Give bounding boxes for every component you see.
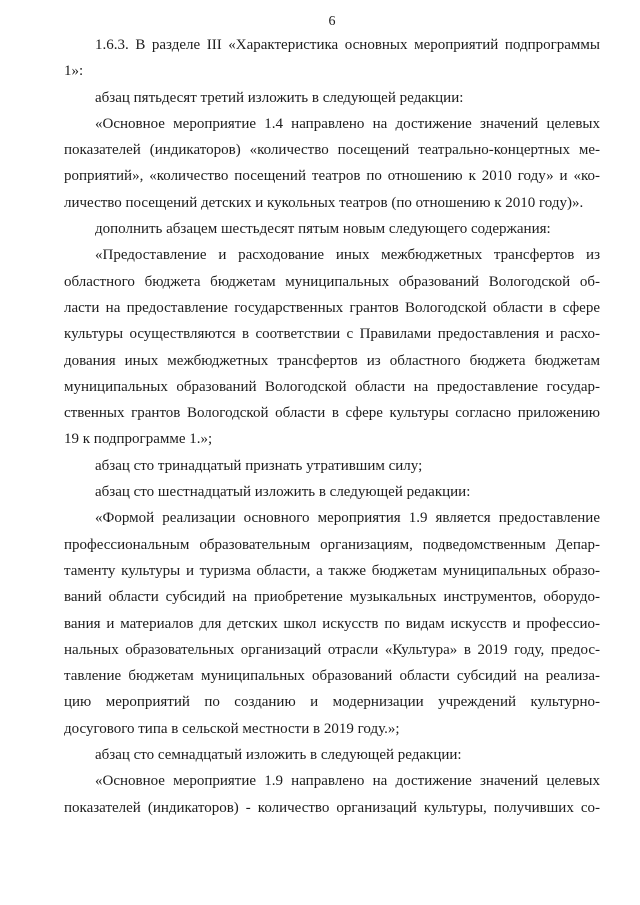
text-line: вания и материалов для детских школ искусств по видам искусств и профессио- <box>64 615 600 632</box>
text-line: досугового типа в сельской местности в 2019 году.»; <box>64 720 400 737</box>
text-line: абзац сто семнадцатый изложить в следующей редакции: <box>95 747 462 764</box>
paragraph <box>64 111 600 216</box>
paragraph <box>64 453 600 479</box>
paragraph <box>64 85 600 111</box>
text-line: таменту культуры и туризма области, а также бюджетам муниципальных образо- <box>64 562 600 579</box>
paragraph <box>64 768 600 821</box>
text-line: показателей (индикаторов) «количество посещений театрально-концертных ме- <box>64 142 600 159</box>
text-line: абзац пятьдесят третий изложить в следующей редакции: <box>95 89 464 106</box>
paragraph <box>64 742 600 768</box>
text-line: абзац сто шестнадцатый изложить в следующей редакции: <box>95 484 471 501</box>
paragraph <box>64 32 600 85</box>
text-line: абзац сто тринадцатый признать утратившим силу; <box>95 457 423 474</box>
paragraph <box>64 479 600 505</box>
text-line: роприятий», «количество посещений театров по отношению к 2010 году» и «ко- <box>64 168 600 185</box>
text-line: дополнить абзацем шестьдесят пятым новым следующего содержания: <box>95 221 551 238</box>
text-line: 19 к подпрограмме 1.»; <box>64 431 213 448</box>
text-line: 1.6.3. В разделе III «Характеристика основных мероприятий подпрограммы <box>95 37 600 53</box>
page-number: 6 <box>328 14 336 29</box>
text-line: показателей (индикаторов) - количество организаций культуры, получивших со- <box>64 799 600 816</box>
text-line: «Предоставление и расходование иных межбюджетных трансфертов из <box>95 247 600 264</box>
document-body <box>64 32 600 821</box>
text-line: «Основное мероприятие 1.9 направлено на достижение значений целевых <box>95 773 600 790</box>
text-line: дования иных межбюджетных трансфертов из областного бюджета бюджетам <box>64 352 600 369</box>
text-line: тавление бюджетам муниципальных образований области субсидий на реализа- <box>64 668 600 685</box>
text-line: личество посещений детских и кукольных театров (по отношению к 2010 году)». <box>64 194 584 211</box>
text-line: «Формой реализации основного мероприятия 1.9 является предоставление <box>95 510 600 527</box>
text-line: ласти на предоставление государственных грантов Вологодской области в сфере <box>64 299 600 316</box>
text-line: «Основное мероприятие 1.4 направлено на достижение значений целевых <box>95 115 600 132</box>
paragraph <box>64 505 600 742</box>
text-line: профессиональным образовательным организациям, подведомственным Депар- <box>64 536 600 553</box>
paragraph <box>64 216 600 242</box>
text-line: областного бюджета бюджетам муниципальных образований Вологодской об- <box>64 273 600 290</box>
text-line: ваний области субсидий на приобретение музыкальных инструментов, оборудо- <box>64 589 600 606</box>
text-line: муниципальных образований Вологодской области на предоставление государ- <box>64 378 600 395</box>
text-line: культуры осуществляются в соответствии с Правилами предоставления и расхо- <box>64 326 600 343</box>
text-line: 1»: <box>64 63 84 80</box>
text-line: цию мероприятий по созданию и модернизации учреждений культурно- <box>64 694 600 711</box>
text-line: ственных грантов Вологодской области в сфере культуры согласно приложению <box>64 405 600 422</box>
text-line: нальных образовательных организаций отрасли «Культура» в 2019 году, предос- <box>64 641 600 658</box>
paragraph <box>64 242 600 452</box>
